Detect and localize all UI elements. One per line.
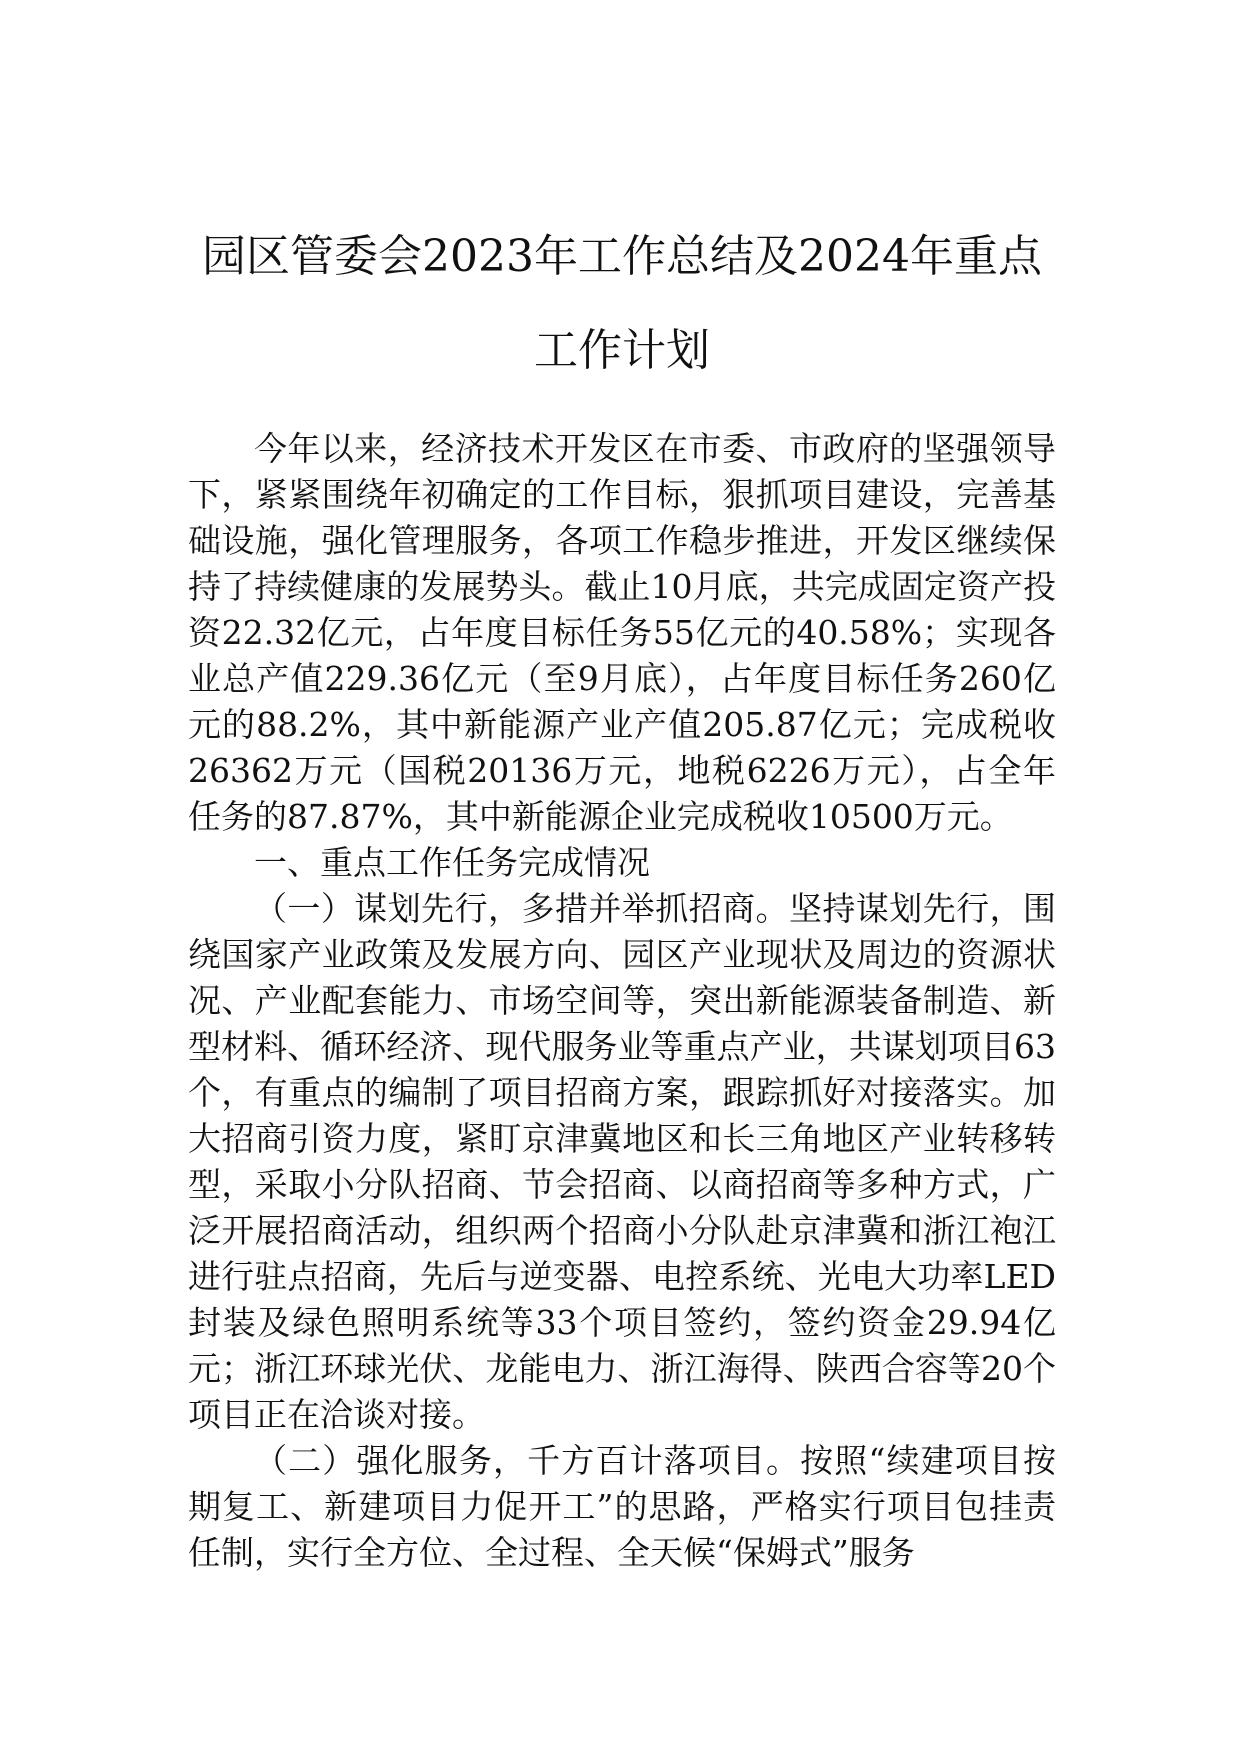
intro-paragraph: 今年以来，经济技术开发区在市委、市政府的坚强领导下，紧紧围绕年初确定的工作目标，狠抓项目建设，完善基础设施，强化管理服务，各项工作稳步推进，开发区继续保持了持续健康的发展势头。截止10月底，共完成固定资产投资22.32亿元，占年度目标任务55亿元的40.58%；实现各业总产值229.36亿元（至9月底），占年度目标任务260亿元的88.2%，其中新能源产业产值205.87亿元；完成税收26362万元（国税20136万元，地税6226万元），占全年任务的87.87%，其中新能源企业完成税收10500万元。	[188, 429, 1056, 836]
document-page	[188, 0, 1056, 1754]
title-line-1: 园区管委会2023年工作总结及2024年重点	[202, 231, 1042, 282]
section-heading-1: 一、重点工作任务完成情况	[254, 843, 650, 882]
document-body	[188, 426, 1056, 1576]
title-line-2: 工作计划	[534, 325, 710, 376]
document-title	[188, 210, 1056, 398]
paragraph-1-1: （一）谋划先行，多措并举抓招商。坚持谋划先行，围绕国家产业政策及发展方向、园区产业现状及周边的资源状况、产业配套能力、市场空间等，突出新能源装备制造、新型材料、循环经济、现代服务业等重点产业，共谋划项目63个，有重点的编制了项目招商方案，跟踪抓好对接落实。加大招商引资力度，紧盯京津冀地区和长三角地区产业转移转型，采取小分队招商、节会招商、以商招商等多种方式，广泛开展招商活动，组织两个招商小分队赴京津冀和浙江袍江进行驻点招商，先后与逆变器、电控系统、光电大功率LED封装及绿色照明系统等33个项目签约，签约资金29.94亿元；浙江环球光伏、龙能电力、浙江海得、陕西合容等20个项目正在洽谈对接。	[188, 889, 1056, 1434]
paragraph-1-2: （二）强化服务，千方百计落项目。按照“续建项目按期复工、新建项目力促开工”的思路，严格实行项目包挂责任制，实行全方位、全过程、全天候“保姆式”服务	[188, 1441, 1056, 1572]
